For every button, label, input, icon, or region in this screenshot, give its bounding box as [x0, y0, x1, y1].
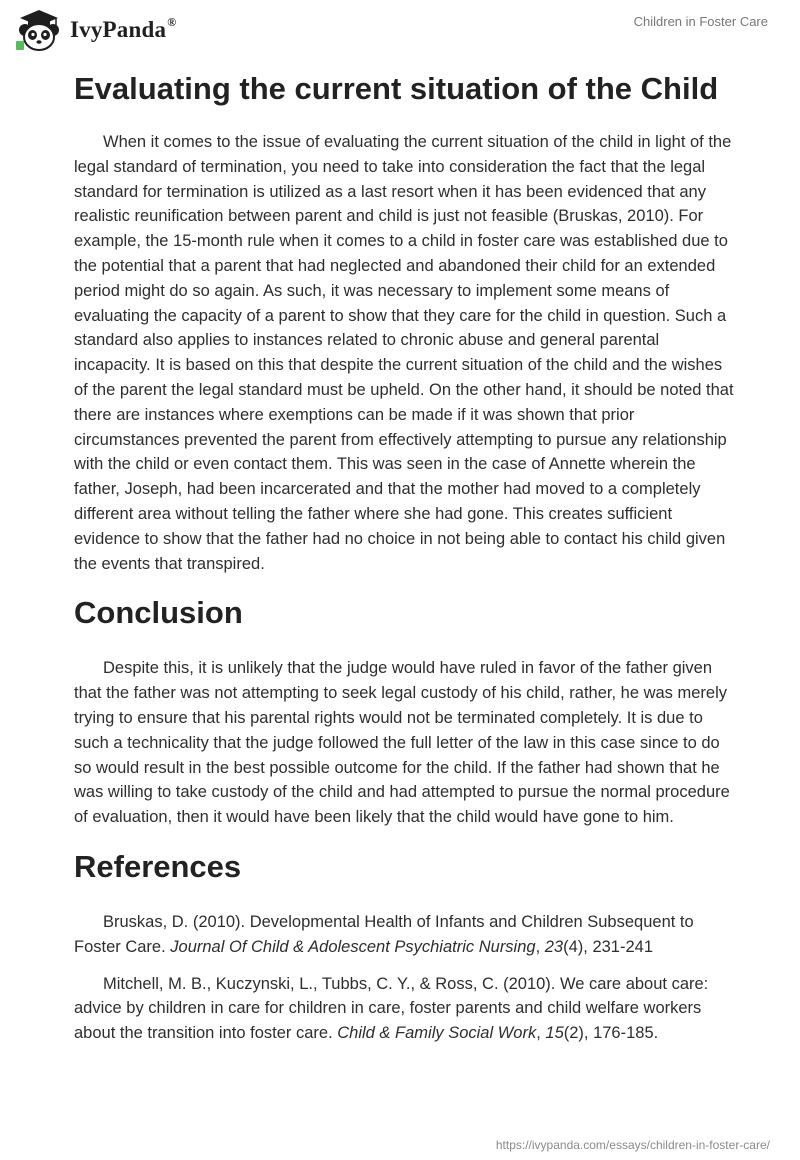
paragraph-conclusion: Despite this, it is unlikely that the judge would have ruled in favor of the father given that the father was not attempting to seek legal custody of his child, rather, he was merely trying to ensure that his parental rights would not be terminated completely. It is due to such a technicality that the judge followed the full letter of the law in this case since to do so would result in the best possible outcome for the child. If the father had shown that he was willing to take custody of the child and had attempted to pursue the normal procedure of evaluation, then it would have been likely that the child would have gone to him.	[74, 659, 730, 827]
section-heading-references: References	[74, 848, 242, 884]
panda-graduate-logo-icon	[14, 8, 64, 52]
essay-content	[74, 68, 734, 1058]
brand-logo[interactable]	[14, 8, 176, 52]
reference-item: Bruskas, D. (2010). Developmental Health of Infants and Children Subsequent to Foster Care. Journal Of Child & Adolescent Psychiatric Nursing, 23(4), 231-241	[74, 912, 694, 956]
reference-item: Mitchell, M. B., Kuczynski, L., Tubbs, C. Y., & Ross, C. (2010). We care about care: advice by children in care for children in care, foster parents and child welfare workers about the transition into foster care. Child & Family Social Work, 15(2), 176-185.	[74, 974, 709, 1043]
section-heading-evaluating: Evaluating the current situation of the Child	[74, 71, 719, 106]
brand-name: IvyPanda®	[70, 15, 177, 42]
section-heading-conclusion: Conclusion	[74, 595, 243, 631]
paragraph-evaluating: When it comes to the issue of evaluating the current situation of the child in light of the legal standard of termination, you need to take into consideration the fact that the legal standard for termination is utilized as a last resort when it has been evidenced that any realistic reunification between parent and child is just not feasible (Bruskas, 2010). For example, the 15-month rule when it comes to a child in foster care was established due to the potential that a parent that had neglected and abandoned their child for an extended period might do so again. As such, it was necessary to implement some means of evaluating the capacity of a parent to show that they care for the child in question. Such a standard also applies to instances related to chronic abuse and general parental incapacity. It is based on this that despite the current situation of the child and the wishes of the parent the legal standard must be upheld. On the other hand, it should be noted that there are instances where exemptions can be made if it was shown that prior circumstances prevented the parent from effectively attempting to pursue any relationship with the child or even contact them. This was seen in the case of Annette wherein the father, Joseph, had been incarcerated and that the mother had moved to a completely different area without telling the father where she had gone. This creates sufficient evidence to show that the father had no choice in not being able to contact his child given the events that transpired.	[74, 133, 734, 573]
page-header	[0, 0, 800, 60]
footer-url-link[interactable]: https://ivypanda.com/essays/children-in-foster-care/	[495, 1138, 770, 1152]
document-title: Children in Foster Care	[633, 14, 768, 29]
